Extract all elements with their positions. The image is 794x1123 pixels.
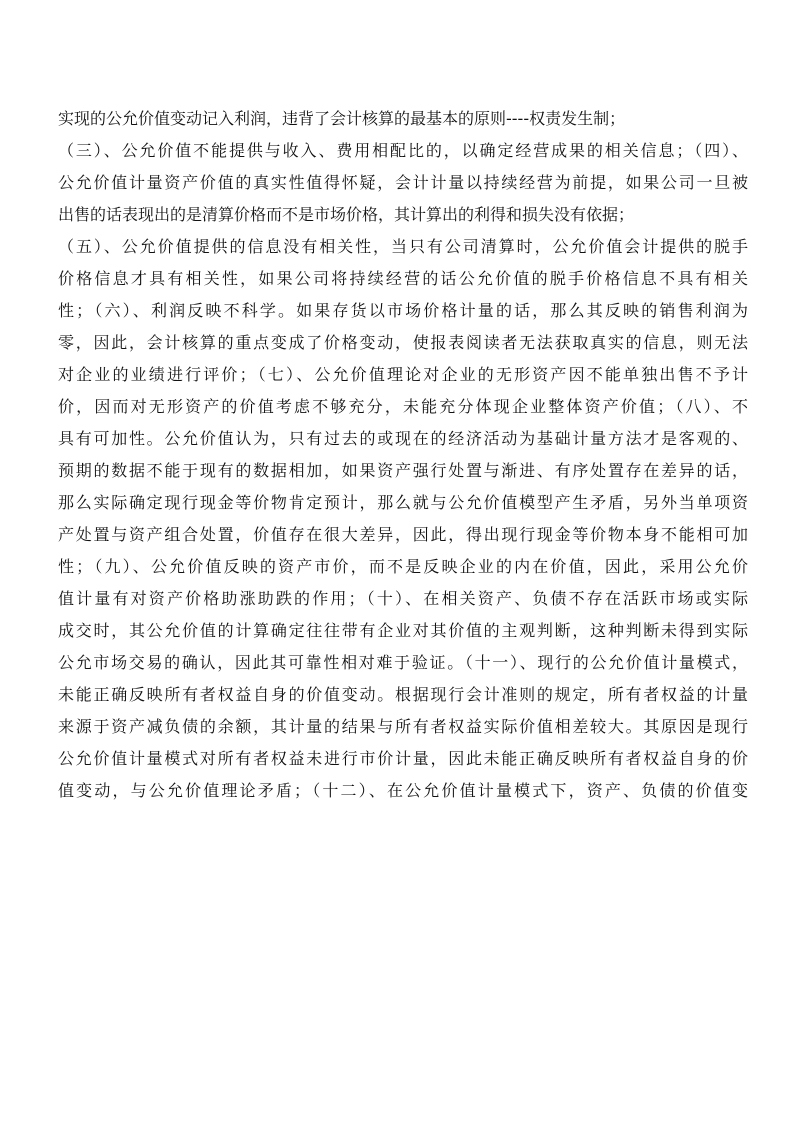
text-line: 实现的公允价值变动记入利润，违背了会计核算的最基本的原则----权责发生制；: [58, 109, 626, 128]
text-line: 预期的数据不能于现有的数据相加，如果资产强行处置与渐进、有序处置存在差异的话，: [58, 461, 748, 480]
text-line: （三）、公允价值不能提供与收入、费用相配比的，以确定经营成果的相关信息；（四）、: [58, 141, 748, 160]
text-line: 对企业的业绩进行评价；（七）、公允价值理论对企业的无形资产因不能单独出售不予计: [58, 365, 748, 384]
text-line: 公允市场交易的确认，因此其可靠性相对难于验证。（十一）、现行的公允价值计量模式，: [58, 653, 748, 672]
text-line: 性；（九）、公允价值反映的资产市价，而不是反映企业的内在价值，因此，采用公允价: [58, 557, 748, 576]
text-line: 性；（六）、利润反映不科学。如果存货以市场价格计量的话，那么其反映的销售利润为: [58, 301, 748, 320]
text-line: 未能正确反映所有者权益自身的价值变动。根据现行会计准则的规定，所有者权益的计量: [58, 685, 748, 704]
text-line: 零，因此，会计核算的重点变成了价格变动，使报表阅读者无法获取真实的信息，则无法: [58, 333, 748, 352]
text-line: 出售的话表现出的是清算价格而不是市场价格，其计算出的利得和损失没有依据；: [58, 205, 635, 224]
text-line: 公允价值计量模式对所有者权益未进行市价计量，因此未能正确反映所有者权益自身的价: [58, 749, 748, 768]
text-line: 值计量有对资产价格助涨助跌的作用；（十）、在相关资产、负债不存在活跃市场或实际: [58, 589, 748, 608]
text-line: 公允价值计量资产价值的真实性值得怀疑，会计计量以持续经营为前提，如果公司一旦被: [58, 173, 748, 192]
text-line: （五）、公允价值提供的信息没有相关性，当只有公司清算时，公允价值会计提供的脱手: [58, 237, 748, 256]
text-line: 成交时，其公允价值的计算确定往往带有企业对其价值的主观判断，这种判断未得到实际: [58, 621, 748, 640]
text-line: 价，因而对无形资产的价值考虑不够充分，未能充分体现企业整体资产价值；（八）、不: [58, 397, 748, 416]
body-text: [58, 103, 748, 807]
text-line: 具有可加性。公允价值认为，只有过去的或现在的经济活动为基础计量方法才是客观的、: [58, 429, 748, 448]
text-line: 价格信息才具有相关性，如果公司将持续经营的话公允价值的脱手价格信息不具有相关: [58, 269, 748, 288]
text-line: 来源于资产减负债的余额，其计量的结果与所有者权益实际价值相差较大。其原因是现行: [58, 717, 748, 736]
text-line: 产处置与资产组合处置，价值存在很大差异，因此，得出现行现金等价物本身不能相可加: [58, 525, 748, 544]
text-line: 那么实际确定现行现金等价物肯定预计，那么就与公允价值模型产生矛盾，另外当单项资: [58, 493, 748, 512]
text-line: 值变动，与公允价值理论矛盾；（十二）、在公允价值计量模式下，资产、负债的价值变: [58, 781, 748, 800]
